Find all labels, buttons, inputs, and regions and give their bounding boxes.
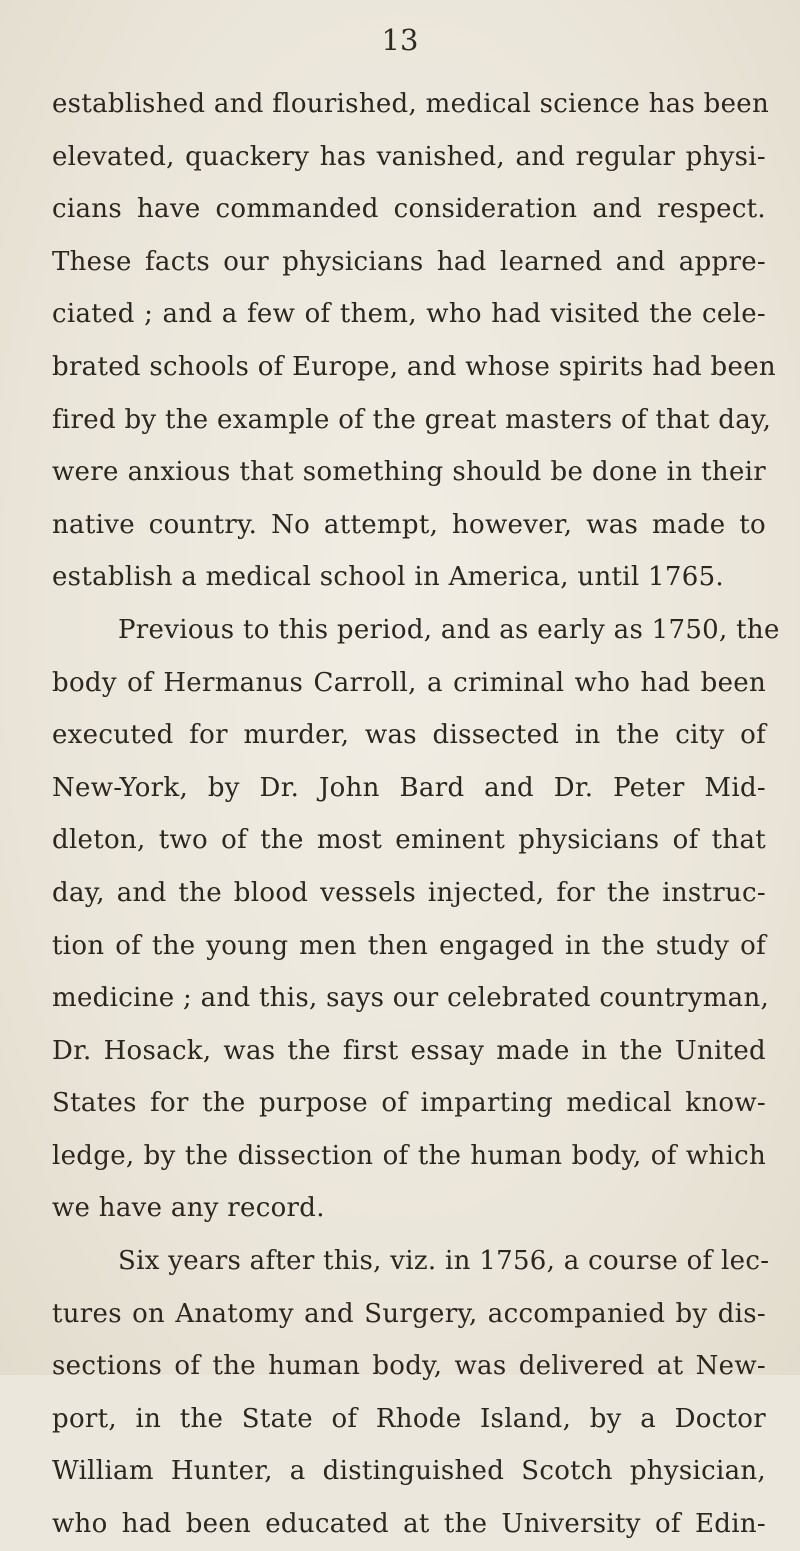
text-line: established and flourished, medical science has been xyxy=(52,89,770,119)
text-line: brated schools of Europe, and whose spirits had been xyxy=(52,351,776,382)
page-number: 13 xyxy=(381,23,419,57)
text-line: day, and the blood vessels injected, for the instruc- xyxy=(52,877,766,908)
text-line: body of Hermanus Carroll, a criminal who had been xyxy=(52,667,766,698)
text-line: who had been educated at the University of Edin- xyxy=(52,1509,766,1540)
body-text xyxy=(52,78,780,1551)
text-line: were anxious that something should be done in their xyxy=(52,457,766,488)
text-line: ledge, by the dissection of the human body, of which xyxy=(52,1140,766,1171)
text-line: dleton, two of the most eminent physicians of that xyxy=(52,825,766,856)
text-line: Dr. Hosack, was the first essay made in the United xyxy=(52,1035,766,1066)
text-line: New-York, by Dr. John Bard and Dr. Peter Mid- xyxy=(52,772,766,803)
text-line: medicine ; and this, says our celebrated countryman, xyxy=(52,983,770,1014)
text-line: establish a medical school in America, until 1765. xyxy=(52,562,724,593)
text-line: fired by the example of the great masters of that day, xyxy=(52,404,772,435)
text-line: we have any record. xyxy=(52,1193,325,1224)
text-line: native country. No attempt, however, was made to xyxy=(52,509,766,540)
text-line: port, in the State of Rhode Island, by a Doctor xyxy=(52,1403,766,1434)
text-line: William Hunter, a distinguished Scotch physician, xyxy=(52,1456,766,1487)
text-line: sections of the human body, was delivered at New- xyxy=(52,1351,766,1382)
text-line: elevated, quackery has vanished, and regular physi- xyxy=(52,141,766,172)
text-line: executed for murder, was dissected in the city of xyxy=(52,720,766,751)
text-line: These facts our physicians had learned and appre- xyxy=(52,246,766,277)
text-line: tion of the young men then engaged in the study of xyxy=(52,930,766,961)
text-line: ciated ; and a few of them, who had visited the cele- xyxy=(52,299,766,330)
text-line: Previous to this period, and as early as 1750, the xyxy=(118,614,780,645)
text-line: cians have commanded consideration and respect. xyxy=(52,194,766,225)
text-line: Six years after this, viz. in 1756, a course of lec- xyxy=(118,1246,770,1277)
text-line: tures on Anatomy and Surgery, accompanied by dis- xyxy=(52,1298,766,1329)
text-line: States for the purpose of imparting medical know- xyxy=(52,1088,766,1119)
